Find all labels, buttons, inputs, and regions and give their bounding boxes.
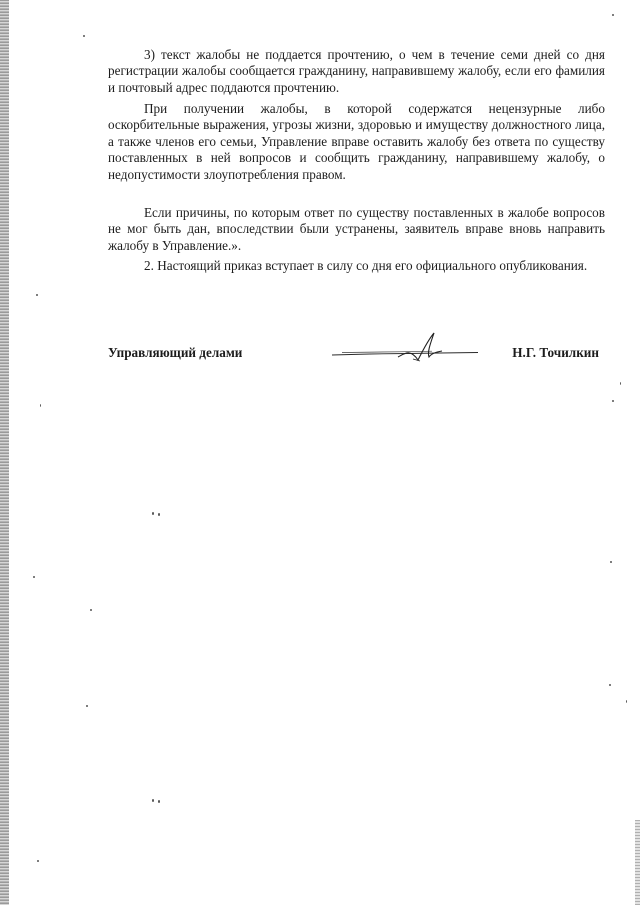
- scan-speck: [37, 860, 39, 862]
- signatory-name: Н.Г. Точилкин: [512, 345, 599, 360]
- scan-speck: [36, 294, 38, 296]
- scan-speck: [33, 576, 35, 578]
- scan-edge-left: [0, 0, 9, 905]
- scan-speck: [152, 799, 154, 802]
- scan-speck: [86, 705, 88, 707]
- scan-edge-right: [635, 820, 640, 905]
- scan-speck: [90, 609, 92, 611]
- paragraph-resubmission: Если причины, по которым ответ по существу поставленных в жалобе вопросов не мог быть дан, впоследствии были устранены, заявитель вправе вновь направить жалобу в Управление.».: [108, 205, 605, 253]
- signature-block: [108, 340, 605, 380]
- scan-speck: [158, 800, 160, 803]
- paragraph-item-3: 3) текст жалобы не поддается прочтению, о чем в течение семи дней со дня регистрации жалобы сообщается гражданину, направившему жалобу, если его фамилия и почтовый адрес поддаются прочтению.: [108, 47, 605, 95]
- handwritten-signature: [330, 330, 480, 370]
- scan-speck: [83, 35, 85, 37]
- scan-speck: [612, 14, 614, 16]
- scan-speck: [626, 700, 627, 703]
- scan-speck: [620, 382, 621, 385]
- paragraph-obscene-complaints: При получении жалобы, в которой содержатся нецензурные либо оскорбительные выражения, угрозы жизни, здоровью и имуществу должностного лица, а также членов его семьи, Управление вправе оставить жалобу без ответа по существу поставленных в ней вопросов и сообщить гражданину, направившему жалобу, о недопустимости злоупотребления правом.: [108, 101, 605, 182]
- scan-speck: [152, 512, 154, 515]
- scan-speck: [609, 684, 611, 686]
- scan-speck: [40, 404, 41, 407]
- paragraph-effective-date: 2. Настоящий приказ вступает в силу со дня его официального опубликования.: [144, 258, 588, 273]
- scan-speck: [158, 513, 160, 516]
- scan-speck: [610, 561, 612, 563]
- scan-speck: [612, 400, 614, 402]
- signatory-position: Управляющий делами: [108, 345, 243, 360]
